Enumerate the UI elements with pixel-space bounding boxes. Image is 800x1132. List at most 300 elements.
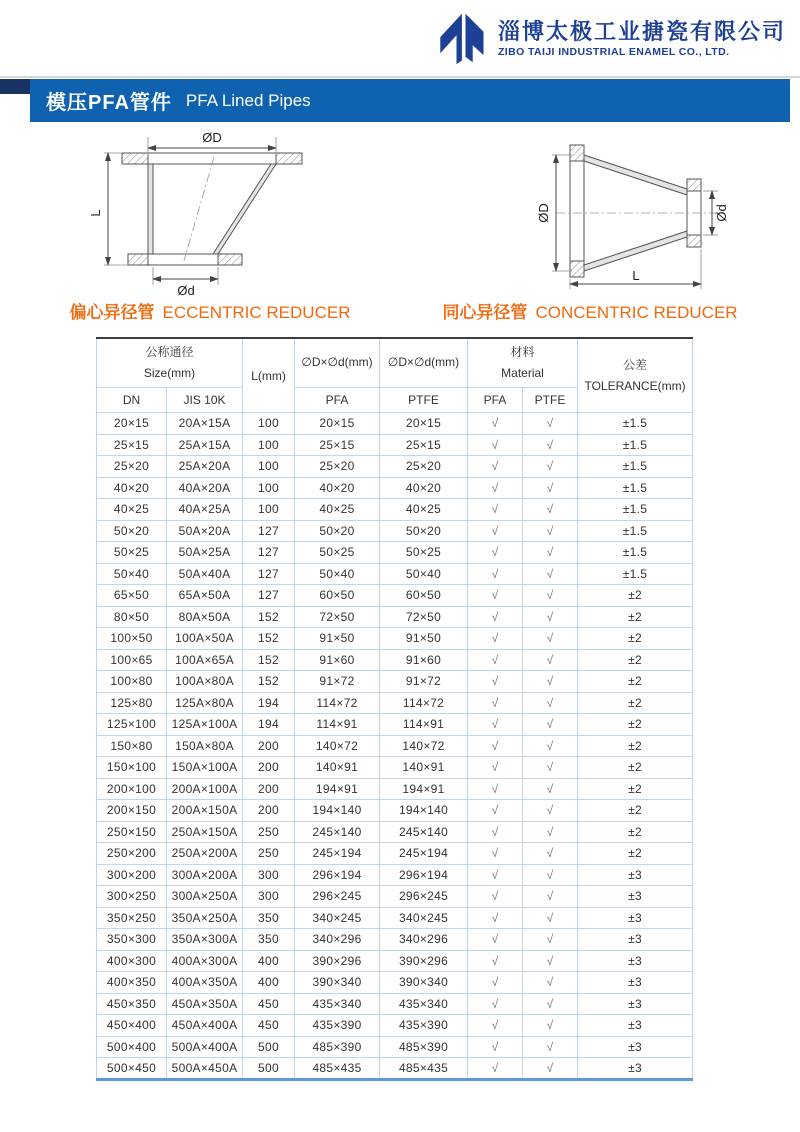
cell-jis: 125A×100A — [167, 714, 243, 736]
cell-pfa-check: √ — [468, 757, 523, 779]
cell-ptfe-check: √ — [523, 606, 578, 628]
cell-jis: 500A×400A — [167, 1036, 243, 1058]
cell-ptfe-size: 435×390 — [380, 1015, 468, 1037]
cell-dn: 40×25 — [97, 499, 167, 521]
cell-jis: 400A×300A — [167, 950, 243, 972]
cell-ptfe-check: √ — [523, 886, 578, 908]
cell-tolerance: ±3 — [578, 1015, 693, 1037]
cell-l: 194 — [243, 714, 295, 736]
cell-tolerance: ±1.5 — [578, 456, 693, 478]
cell-dn: 300×200 — [97, 864, 167, 886]
cell-tolerance: ±2 — [578, 800, 693, 822]
table-row — [97, 542, 693, 564]
cell-ptfe-check: √ — [523, 972, 578, 994]
cell-l: 152 — [243, 671, 295, 693]
cell-jis: 300A×200A — [167, 864, 243, 886]
cell-dn: 250×200 — [97, 843, 167, 865]
header-size-ptfe: PTFE — [380, 388, 468, 413]
cell-dn: 200×150 — [97, 800, 167, 822]
dim-label-od-left: ØD — [536, 203, 551, 223]
cell-pfa-size: 114×91 — [295, 714, 380, 736]
pipe-table-body — [97, 413, 693, 1080]
cell-ptfe-check: √ — [523, 778, 578, 800]
header-dxd-pfa — [295, 338, 380, 388]
cell-dn: 100×50 — [97, 628, 167, 650]
header-dxd-ptfe-label: ∅D×∅d(mm) — [387, 355, 460, 370]
cell-ptfe-check: √ — [523, 843, 578, 865]
table-row — [97, 585, 693, 607]
cell-pfa-size: 72×50 — [295, 606, 380, 628]
header-mat-ptfe: PTFE — [523, 388, 578, 413]
cell-tolerance: ±1.5 — [578, 413, 693, 435]
cell-pfa-check: √ — [468, 714, 523, 736]
cell-tolerance: ±1.5 — [578, 434, 693, 456]
cell-jis: 500A×450A — [167, 1058, 243, 1080]
cell-tolerance: ±2 — [578, 585, 693, 607]
company-name-en: ZIBO TAIJI INDUSTRIAL ENAMEL CO., LTD. — [497, 45, 730, 58]
cell-pfa-size: 91×60 — [295, 649, 380, 671]
table-row — [97, 735, 693, 757]
cell-ptfe-check: √ — [523, 628, 578, 650]
cell-pfa-size: 194×140 — [295, 800, 380, 822]
cell-ptfe-check: √ — [523, 434, 578, 456]
cell-pfa-check: √ — [468, 606, 523, 628]
cell-l: 127 — [243, 542, 295, 564]
cell-dn: 20×15 — [97, 413, 167, 435]
cell-ptfe-size: 91×72 — [380, 671, 468, 693]
cell-jis: 200A×100A — [167, 778, 243, 800]
cell-pfa-check: √ — [468, 1036, 523, 1058]
table-row — [97, 692, 693, 714]
section-title-en: PFA Lined Pipes — [185, 90, 311, 110]
cell-dn: 125×100 — [97, 714, 167, 736]
table-row — [97, 929, 693, 951]
cell-pfa-check: √ — [468, 456, 523, 478]
cell-ptfe-size: 485×390 — [380, 1036, 468, 1058]
caption-concentric-en: CONCENTRIC REDUCER — [535, 303, 738, 322]
caption-concentric-cn: 同心异径管 — [442, 303, 528, 322]
cell-l: 152 — [243, 628, 295, 650]
table-row — [97, 993, 693, 1015]
cell-pfa-check: √ — [468, 499, 523, 521]
cell-pfa-size: 485×390 — [295, 1036, 380, 1058]
cell-jis: 300A×250A — [167, 886, 243, 908]
spec-table — [96, 337, 693, 1081]
cell-tolerance: ±2 — [578, 671, 693, 693]
cell-pfa-check: √ — [468, 692, 523, 714]
table-row — [97, 800, 693, 822]
cell-ptfe-check: √ — [523, 585, 578, 607]
cell-pfa-check: √ — [468, 993, 523, 1015]
cell-pfa-size: 20×15 — [295, 413, 380, 435]
cell-pfa-size: 40×20 — [295, 477, 380, 499]
cell-ptfe-size: 194×140 — [380, 800, 468, 822]
cell-jis: 350A×300A — [167, 929, 243, 951]
cell-pfa-size: 50×40 — [295, 563, 380, 585]
cell-pfa-check: √ — [468, 972, 523, 994]
cell-l: 300 — [243, 864, 295, 886]
cell-jis: 200A×150A — [167, 800, 243, 822]
cell-ptfe-size: 114×91 — [380, 714, 468, 736]
table-row — [97, 477, 693, 499]
table-row — [97, 950, 693, 972]
cell-dn: 500×450 — [97, 1058, 167, 1080]
cell-jis: 100A×65A — [167, 649, 243, 671]
concentric-body — [556, 145, 718, 277]
cell-ptfe-size: 50×25 — [380, 542, 468, 564]
cell-pfa-size: 40×25 — [295, 499, 380, 521]
cell-l: 500 — [243, 1036, 295, 1058]
cell-l: 350 — [243, 929, 295, 951]
cell-tolerance: ±2 — [578, 778, 693, 800]
cell-l: 100 — [243, 413, 295, 435]
cell-tolerance: ±2 — [578, 821, 693, 843]
cell-dn: 300×250 — [97, 886, 167, 908]
cell-jis: 20A×15A — [167, 413, 243, 435]
cell-dn: 80×50 — [97, 606, 167, 628]
cell-pfa-size: 194×91 — [295, 778, 380, 800]
dim-label-l-bottom: L — [632, 268, 640, 283]
cell-tolerance: ±2 — [578, 628, 693, 650]
cell-l: 200 — [243, 735, 295, 757]
cell-dn: 65×50 — [97, 585, 167, 607]
cell-pfa-size: 50×20 — [295, 520, 380, 542]
table-row — [97, 1015, 693, 1037]
cell-jis: 350A×250A — [167, 907, 243, 929]
cell-l: 200 — [243, 757, 295, 779]
cell-ptfe-check: √ — [523, 477, 578, 499]
cell-ptfe-size: 20×15 — [380, 413, 468, 435]
captions-row — [0, 298, 800, 323]
cell-dn: 150×80 — [97, 735, 167, 757]
cell-ptfe-check: √ — [523, 563, 578, 585]
cell-pfa-size: 485×435 — [295, 1058, 380, 1080]
caption-eccentric — [20, 298, 400, 323]
cell-pfa-check: √ — [468, 585, 523, 607]
cell-pfa-check: √ — [468, 671, 523, 693]
section-title-row — [0, 79, 800, 122]
cell-ptfe-check: √ — [523, 542, 578, 564]
cell-ptfe-check: √ — [523, 1036, 578, 1058]
cell-jis: 40A×20A — [167, 477, 243, 499]
cell-tolerance: ±3 — [578, 929, 693, 951]
cell-l: 100 — [243, 499, 295, 521]
cell-jis: 80A×50A — [167, 606, 243, 628]
concentric-reducer-figure — [500, 128, 760, 298]
cell-ptfe-size: 340×296 — [380, 929, 468, 951]
cell-pfa-size: 435×340 — [295, 993, 380, 1015]
cell-dn: 350×300 — [97, 929, 167, 951]
cell-l: 450 — [243, 1015, 295, 1037]
cell-l: 127 — [243, 563, 295, 585]
cell-tolerance: ±3 — [578, 886, 693, 908]
cell-pfa-check: √ — [468, 520, 523, 542]
cell-tolerance: ±2 — [578, 757, 693, 779]
cell-pfa-size: 114×72 — [295, 692, 380, 714]
cell-tolerance: ±2 — [578, 714, 693, 736]
table-row — [97, 434, 693, 456]
header-tolerance-cn: 公差 — [623, 357, 648, 372]
cell-l: 152 — [243, 649, 295, 671]
dim-label-l-left: L — [88, 209, 103, 217]
cell-ptfe-size: 91×50 — [380, 628, 468, 650]
table-row — [97, 520, 693, 542]
cell-ptfe-check: √ — [523, 520, 578, 542]
cell-l: 200 — [243, 778, 295, 800]
cell-ptfe-check: √ — [523, 671, 578, 693]
cell-ptfe-size: 296×194 — [380, 864, 468, 886]
cell-pfa-check: √ — [468, 434, 523, 456]
caption-eccentric-en: ECCENTRIC REDUCER — [162, 303, 351, 322]
eccentric-body — [122, 153, 302, 265]
company-name-block — [498, 18, 786, 58]
cell-ptfe-check: √ — [523, 714, 578, 736]
cell-tolerance: ±3 — [578, 993, 693, 1015]
table-row — [97, 886, 693, 908]
cell-l: 400 — [243, 972, 295, 994]
table-row — [97, 606, 693, 628]
cell-ptfe-size: 50×40 — [380, 563, 468, 585]
cell-dn: 400×350 — [97, 972, 167, 994]
cell-ptfe-size: 60×50 — [380, 585, 468, 607]
cell-l: 100 — [243, 456, 295, 478]
cell-jis: 100A×50A — [167, 628, 243, 650]
cell-dn: 100×80 — [97, 671, 167, 693]
cell-jis: 450A×350A — [167, 993, 243, 1015]
table-row — [97, 1058, 693, 1080]
cell-tolerance: ±3 — [578, 907, 693, 929]
table-row — [97, 972, 693, 994]
drawings-row — [0, 122, 800, 298]
cell-jis: 250A×150A — [167, 821, 243, 843]
cell-pfa-size: 340×296 — [295, 929, 380, 951]
cell-dn: 500×400 — [97, 1036, 167, 1058]
cell-dn: 150×100 — [97, 757, 167, 779]
cell-dn: 100×65 — [97, 649, 167, 671]
cell-ptfe-check: √ — [523, 1058, 578, 1080]
cell-l: 127 — [243, 520, 295, 542]
cell-dn: 40×20 — [97, 477, 167, 499]
cell-pfa-size: 140×91 — [295, 757, 380, 779]
title-accent-tab — [0, 79, 30, 94]
cell-l: 300 — [243, 886, 295, 908]
cell-pfa-size: 340×245 — [295, 907, 380, 929]
caption-concentric — [400, 298, 780, 323]
cell-tolerance: ±3 — [578, 1036, 693, 1058]
cell-tolerance: ±3 — [578, 1058, 693, 1080]
cell-ptfe-size: 140×91 — [380, 757, 468, 779]
cell-pfa-check: √ — [468, 563, 523, 585]
cell-l: 250 — [243, 843, 295, 865]
cell-l: 152 — [243, 606, 295, 628]
cell-tolerance: ±2 — [578, 735, 693, 757]
cell-tolerance: ±3 — [578, 864, 693, 886]
cell-jis: 100A×80A — [167, 671, 243, 693]
table-row — [97, 628, 693, 650]
cell-dn: 350×250 — [97, 907, 167, 929]
cell-ptfe-size: 390×296 — [380, 950, 468, 972]
table-row — [97, 671, 693, 693]
header-dn: DN — [97, 388, 167, 413]
table-row — [97, 1036, 693, 1058]
header-jis: JIS 10K — [167, 388, 243, 413]
cell-jis: 150A×80A — [167, 735, 243, 757]
cell-l: 200 — [243, 800, 295, 822]
dim-label-od-bottom: Ød — [177, 283, 195, 297]
cell-ptfe-size: 40×20 — [380, 477, 468, 499]
cell-jis: 40A×25A — [167, 499, 243, 521]
table-row — [97, 413, 693, 435]
cell-ptfe-size: 40×25 — [380, 499, 468, 521]
cell-ptfe-size: 245×194 — [380, 843, 468, 865]
caption-eccentric-cn: 偏心异径管 — [69, 303, 155, 322]
cell-ptfe-size: 245×140 — [380, 821, 468, 843]
table-row — [97, 714, 693, 736]
cell-l: 350 — [243, 907, 295, 929]
cell-jis: 125A×80A — [167, 692, 243, 714]
cell-jis: 150A×100A — [167, 757, 243, 779]
cell-tolerance: ±1.5 — [578, 542, 693, 564]
cell-pfa-size: 245×140 — [295, 821, 380, 843]
cell-ptfe-check: √ — [523, 907, 578, 929]
cell-jis: 50A×40A — [167, 563, 243, 585]
cell-ptfe-check: √ — [523, 950, 578, 972]
section-title-bar — [30, 79, 790, 122]
cell-l: 194 — [243, 692, 295, 714]
spec-table-container — [96, 337, 800, 1081]
cell-dn: 25×20 — [97, 456, 167, 478]
header-tolerance-en: TOLERANCE(mm) — [584, 378, 686, 393]
table-row — [97, 456, 693, 478]
cell-tolerance: ±1.5 — [578, 563, 693, 585]
cell-pfa-size: 60×50 — [295, 585, 380, 607]
cell-tolerance: ±2 — [578, 606, 693, 628]
page-header — [0, 0, 800, 78]
table-row — [97, 907, 693, 929]
cell-l: 250 — [243, 821, 295, 843]
cell-ptfe-size: 25×20 — [380, 456, 468, 478]
concentric-reducer-drawing — [500, 129, 760, 297]
cell-pfa-size: 50×25 — [295, 542, 380, 564]
cell-pfa-size: 140×72 — [295, 735, 380, 757]
cell-ptfe-check: √ — [523, 499, 578, 521]
cell-ptfe-check: √ — [523, 821, 578, 843]
cell-pfa-check: √ — [468, 843, 523, 865]
cell-pfa-size: 296×194 — [295, 864, 380, 886]
header-material-en: Material — [501, 366, 544, 380]
cell-tolerance: ±2 — [578, 692, 693, 714]
table-row — [97, 843, 693, 865]
cell-ptfe-check: √ — [523, 864, 578, 886]
table-row — [97, 864, 693, 886]
cell-pfa-size: 296×245 — [295, 886, 380, 908]
cell-dn: 50×20 — [97, 520, 167, 542]
table-row — [97, 563, 693, 585]
cell-ptfe-check: √ — [523, 757, 578, 779]
header-dxd-pfa-label: ∅D×∅d(mm) — [301, 355, 373, 370]
table-row — [97, 649, 693, 671]
cell-dn: 450×350 — [97, 993, 167, 1015]
cell-jis: 50A×25A — [167, 542, 243, 564]
dim-label-od-top: ØD — [202, 130, 222, 145]
cell-jis: 450A×400A — [167, 1015, 243, 1037]
cell-ptfe-size: 390×340 — [380, 972, 468, 994]
cell-pfa-check: √ — [468, 778, 523, 800]
header-size-group — [97, 338, 243, 388]
cell-ptfe-size: 114×72 — [380, 692, 468, 714]
cell-tolerance: ±2 — [578, 649, 693, 671]
company-logo-icon — [434, 11, 488, 65]
cell-l: 100 — [243, 434, 295, 456]
header-l: L(mm) — [243, 338, 295, 413]
cell-dn: 250×150 — [97, 821, 167, 843]
header-material-group — [468, 338, 578, 388]
eccentric-reducer-drawing — [70, 129, 370, 297]
cell-pfa-check: √ — [468, 477, 523, 499]
cell-jis: 25A×15A — [167, 434, 243, 456]
cell-dn: 400×300 — [97, 950, 167, 972]
header-tolerance — [578, 338, 693, 413]
header-size-group-en: Size(mm) — [143, 366, 196, 380]
cell-l: 500 — [243, 1058, 295, 1080]
cell-pfa-check: √ — [468, 907, 523, 929]
cell-dn: 200×100 — [97, 778, 167, 800]
cell-tolerance: ±1.5 — [578, 499, 693, 521]
cell-pfa-check: √ — [468, 649, 523, 671]
cell-tolerance: ±1.5 — [578, 520, 693, 542]
cell-ptfe-check: √ — [523, 692, 578, 714]
table-row — [97, 821, 693, 843]
cell-pfa-size: 390×340 — [295, 972, 380, 994]
cell-ptfe-check: √ — [523, 993, 578, 1015]
cell-dn: 450×400 — [97, 1015, 167, 1037]
cell-l: 450 — [243, 993, 295, 1015]
cell-dn: 50×25 — [97, 542, 167, 564]
cell-pfa-check: √ — [468, 542, 523, 564]
cell-pfa-check: √ — [468, 413, 523, 435]
cell-jis: 400A×350A — [167, 972, 243, 994]
cell-dn: 50×40 — [97, 563, 167, 585]
cell-ptfe-check: √ — [523, 735, 578, 757]
cell-ptfe-size: 50×20 — [380, 520, 468, 542]
cell-pfa-size: 245×194 — [295, 843, 380, 865]
section-title-cn: 模压PFA管件 — [46, 92, 172, 114]
cell-ptfe-check: √ — [523, 456, 578, 478]
cell-ptfe-check: √ — [523, 649, 578, 671]
cell-ptfe-size: 25×15 — [380, 434, 468, 456]
header-mat-pfa: PFA — [468, 388, 523, 413]
cell-pfa-check: √ — [468, 735, 523, 757]
cell-jis: 250A×200A — [167, 843, 243, 865]
cell-pfa-size: 25×20 — [295, 456, 380, 478]
eccentric-reducer-figure — [70, 128, 370, 298]
cell-ptfe-size: 140×72 — [380, 735, 468, 757]
cell-l: 100 — [243, 477, 295, 499]
cell-l: 127 — [243, 585, 295, 607]
cell-dn: 125×80 — [97, 692, 167, 714]
cell-ptfe-check: √ — [523, 929, 578, 951]
cell-pfa-check: √ — [468, 800, 523, 822]
cell-l: 400 — [243, 950, 295, 972]
cell-ptfe-size: 296×245 — [380, 886, 468, 908]
dim-label-od-right: Ød — [714, 204, 729, 222]
header-dxd-ptfe — [380, 338, 468, 388]
table-row — [97, 499, 693, 521]
cell-tolerance: ±1.5 — [578, 477, 693, 499]
header-size-group-cn: 公称通径 — [145, 345, 194, 359]
cell-jis: 50A×20A — [167, 520, 243, 542]
cell-ptfe-check: √ — [523, 800, 578, 822]
